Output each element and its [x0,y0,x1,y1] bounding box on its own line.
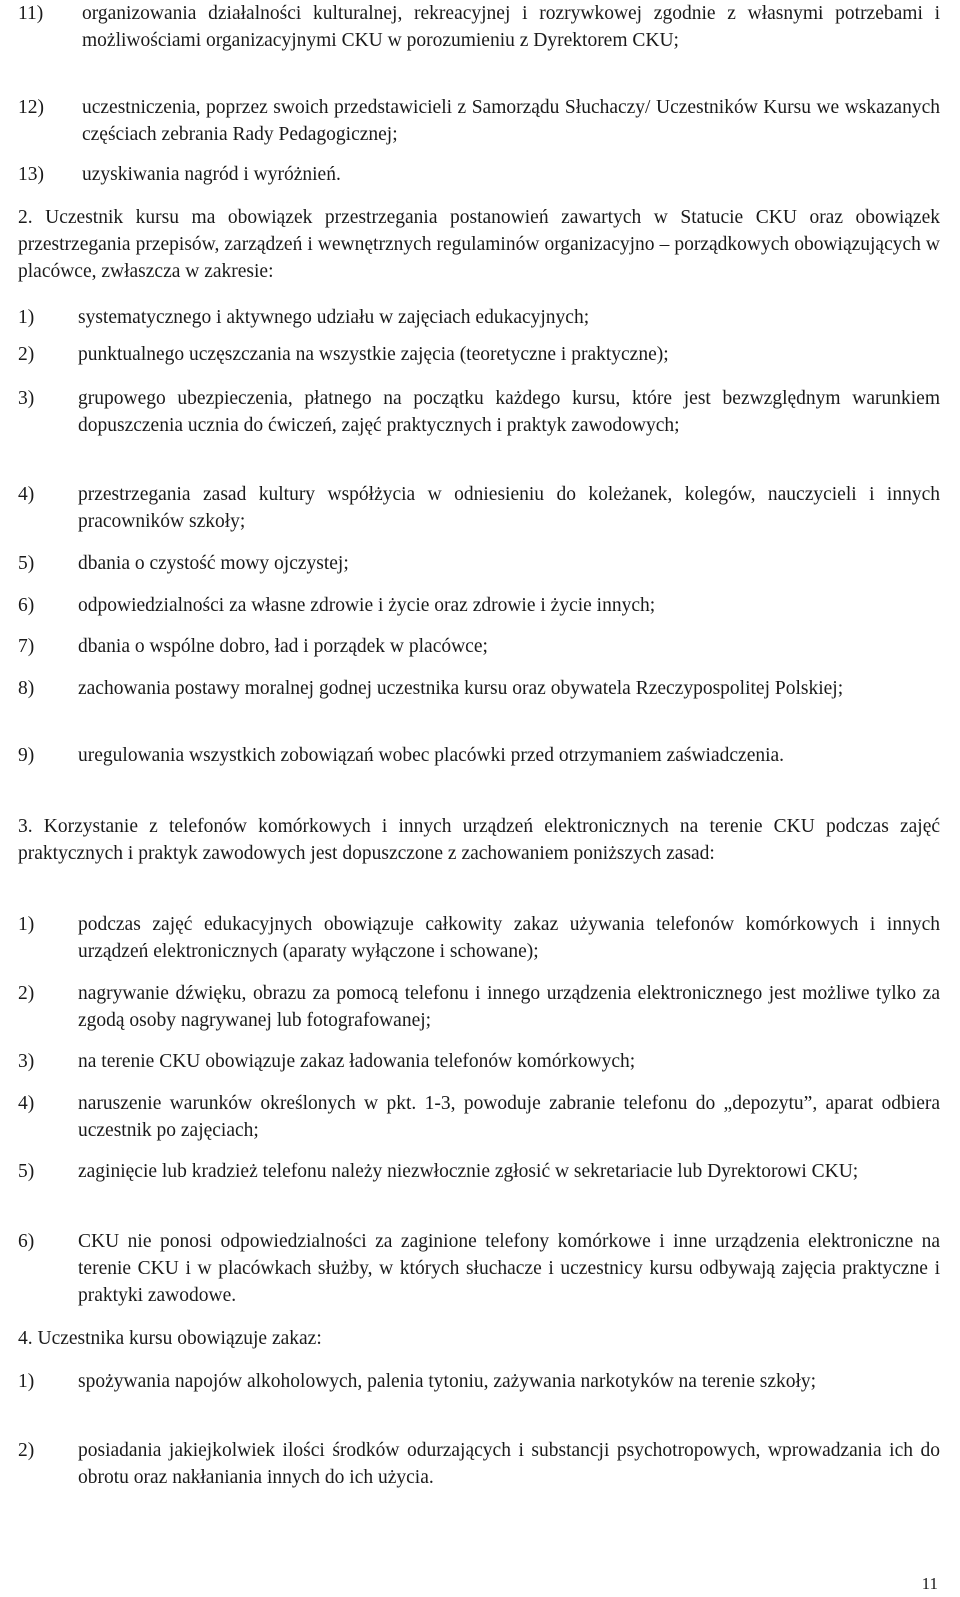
item-number: 13) [18,164,44,185]
item-number: 6) [18,1231,35,1252]
item-number: 1) [18,914,35,935]
item-number: 6) [18,595,35,616]
list-item [18,980,940,1034]
list-item [18,742,940,769]
item-text: nagrywanie dźwięku, obrazu za pomocą telefonu i innego urządzenia elektronicznego jest możliwe tylko za zgodą osoby nagrywanej lub fotografowanej; [78,983,940,1031]
item-number: 3) [18,1051,35,1072]
list-item [18,0,940,54]
item-number: 12) [18,97,44,118]
item-text: systematycznego i aktywnego udziału w zajęciach edukacyjnych; [78,307,590,328]
item-number: 1) [18,1371,35,1392]
list-item [18,675,940,702]
item-text: spożywania napojów alkoholowych, palenia tytoniu, zażywania narkotyków na terenie szkoły; [78,1371,817,1392]
item-number: 2) [18,983,35,1004]
item-number: 4) [18,1093,35,1114]
item-number: 8) [18,678,35,699]
item-text: CKU nie ponosi odpowiedzialności za zaginione telefony komórkowe i inne urządzenia elektroniczne na terenie CKU i w placówkach służby, w których słuchacze i uczestnicy kursu odbywają zajęcia praktyczne i praktyki zawodowe. [78,1231,940,1306]
list-item [18,550,940,577]
item-number: 2) [18,344,35,365]
item-text: podczas zajęć edukacyjnych obowiązuje całkowity zakaz używania telefonów komórkowych i innych urządzeń elektronicznych (aparaty wyłączone i schowane); [78,914,940,962]
item-text: organizowania działalności kulturalnej, rekreacyjnej i rozrywkowej zgodnie z własnymi potrzebami i możliwościami organizacyjnymi CKU w porozumieniu z Dyrektorem CKU; [82,3,940,51]
list-item [18,481,940,535]
list-item [18,1437,940,1491]
list-item [18,94,940,148]
item-number: 11) [18,3,44,24]
item-number: 7) [18,636,35,657]
page-number: 11 [921,1574,938,1593]
item-text: odpowiedzialności za własne zdrowie i życie oraz zdrowie i życie innych; [78,595,656,616]
item-text: uregulowania wszystkich zobowiązań wobec placówki przed otrzymaniem zaświadczenia. [78,745,785,766]
section-4-intro: 4. Uczestnika kursu obowiązuje zakaz: [18,1328,322,1349]
list-item [18,592,940,619]
item-number: 1) [18,307,35,328]
section-2-intro: 2. Uczestnik kursu ma obowiązek przestrzegania postanowień zawartych w Statucie CKU oraz obowiązek przestrzegania przepisów, zarządzeń i wewnętrznych regulaminów organizacyjno – porządkowych obowiązujących w placówce, zwłaszcza w zakresie: [18,207,940,282]
item-text: uczestniczenia, poprzez swoich przedstawicieli z Samorządu Słuchaczy/ Uczestników Kursu we wskazanych częściach zebrania Rady Pedagogicznej; [82,97,940,145]
item-text: uzyskiwania nagród i wyróżnień. [82,164,341,185]
list-item [18,1368,940,1395]
item-number: 2) [18,1440,35,1461]
list-item [18,304,940,331]
item-number: 4) [18,484,35,505]
item-text: punktualnego uczęszczania na wszystkie zajęcia (teoretyczne i praktyczne); [78,344,669,365]
item-number: 3) [18,388,35,409]
list-item [18,1048,940,1075]
list-item [18,385,940,439]
item-text: posiadania jakiejkolwiek ilości środków odurzających i substancji psychotropowych, wprowadzania ich do obrotu oraz nakłaniania innych do ich użycia. [78,1440,940,1488]
item-number: 9) [18,745,35,766]
item-number: 5) [18,553,35,574]
item-text: zachowania postawy moralnej godnej uczestnika kursu oraz obywatela Rzeczypospolitej Polskiej; [78,678,844,699]
list-item [18,911,940,965]
item-number: 5) [18,1161,35,1182]
list-item [18,1228,940,1309]
list-item [18,161,940,188]
list-item [18,1090,940,1144]
item-text: przestrzegania zasad kultury współżycia w odniesieniu do koleżanek, kolegów, nauczycieli i innych pracowników szkoły; [78,484,940,532]
list-item [18,341,940,368]
section-3-intro: 3. Korzystanie z telefonów komórkowych i innych urządzeń elektronicznych na terenie CKU podczas zajęć praktycznych i praktyk zawodowych jest dopuszczone z zachowaniem poniższych zasad: [18,816,940,864]
list-item [18,633,940,660]
item-text: dbania o wspólne dobro, ład i porządek w placówce; [78,636,488,657]
item-text: dbania o czystość mowy ojczystej; [78,553,349,574]
list-item [18,1158,940,1185]
item-text: zaginięcie lub kradzież telefonu należy niezwłocznie zgłosić w sekretariacie lub Dyrektorowi CKU; [78,1161,859,1182]
item-text: naruszenie warunków określonych w pkt. 1-3, powoduje zabranie telefonu do „depozytu”, aparat odbiera uczestnik po zajęciach; [78,1093,940,1141]
item-text: grupowego ubezpieczenia, płatnego na początku każdego kursu, które jest bezwzględnym warunkiem dopuszczenia ucznia do ćwiczeń, zajęć praktycznych i praktyk zawodowych; [78,388,940,436]
item-text: na terenie CKU obowiązuje zakaz ładowania telefonów komórkowych; [78,1051,636,1072]
